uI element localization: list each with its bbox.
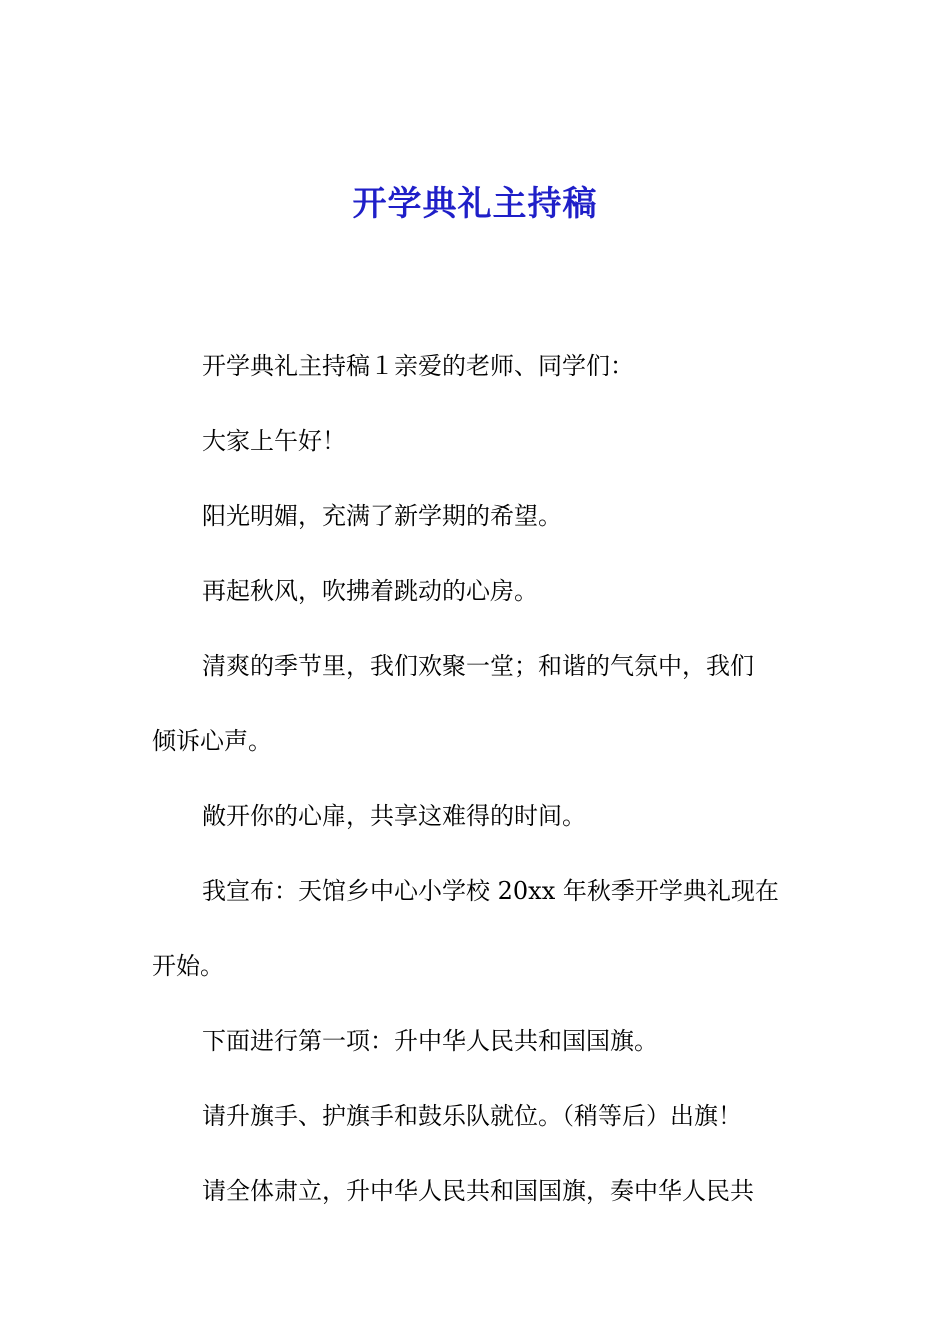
paragraph-text: 敞开你的心扉，共享这难得的时间。 xyxy=(202,802,586,830)
paragraph-text: 请升旗手、护旗手和鼓乐队就位。（稍等后）出旗！ xyxy=(202,1102,742,1130)
paragraph-text: 开学典礼主持稿１亲爱的老师、同学们： xyxy=(202,352,634,380)
paragraph-text: 我宣布：天馆乡中心小学校 20xx 年秋季开学典礼现在 xyxy=(202,877,779,905)
paragraph-text: 再起秋风，吹拂着跳动的心房。 xyxy=(202,577,538,605)
paragraph xyxy=(152,1079,804,1154)
paragraph xyxy=(152,404,804,479)
paragraph xyxy=(152,329,804,404)
document-body xyxy=(152,329,804,1229)
paragraph-text: 大家上午好！ xyxy=(202,427,346,455)
paragraph xyxy=(152,1004,804,1079)
paragraph xyxy=(152,554,804,629)
paragraph-text: 下面进行第一项：升中华人民共和国国旗。 xyxy=(202,1027,658,1055)
paragraph-continuation: 开始。 xyxy=(152,952,224,980)
paragraph xyxy=(152,479,804,554)
paragraph xyxy=(152,779,804,854)
paragraph xyxy=(152,629,804,779)
paragraph-text: 阳光明媚，充满了新学期的希望。 xyxy=(202,502,562,530)
document-title: 开学典礼主持稿 xyxy=(352,184,598,224)
paragraph-text: 请全体肃立，升中华人民共和国国旗，奏中华人民共 xyxy=(202,1177,754,1205)
paragraph-continuation: 倾诉心声。 xyxy=(152,727,272,755)
paragraph xyxy=(152,1154,804,1229)
paragraph xyxy=(152,854,804,1004)
paragraph-text: 清爽的季节里，我们欢聚一堂；和谐的气氛中，我们 xyxy=(202,652,754,680)
